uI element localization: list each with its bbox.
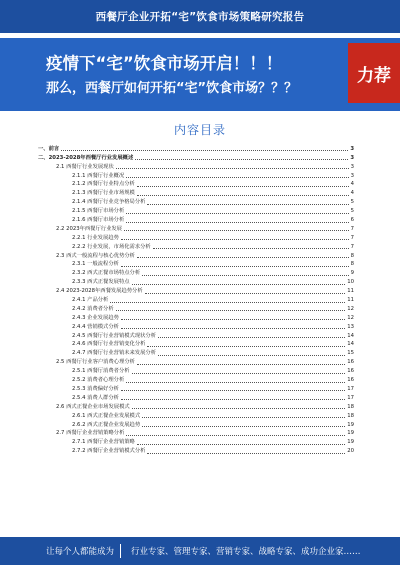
footer-bar <box>0 537 400 565</box>
toc-entry-text: 2.4.5 西餐厅行业营销模式现状分析 <box>72 332 157 339</box>
toc-entry[interactable] <box>38 295 354 304</box>
toc-entry-text: 2.5.3 消费偏好分析 <box>72 385 119 392</box>
toc-leader-dots <box>121 327 345 329</box>
banner-headline: 疫情下“宅”饮食市场开启！！！ <box>46 54 283 73</box>
headline-banner <box>0 38 400 111</box>
toc-entry-page: 14 <box>347 332 354 339</box>
toc-entry[interactable] <box>38 340 354 349</box>
toc-entry-page: 19 <box>347 430 354 437</box>
toc-entry[interactable] <box>38 162 354 171</box>
toc-entry[interactable] <box>38 313 354 322</box>
toc-leader-dots <box>121 318 345 320</box>
toc-entry-page: 8 <box>350 261 354 268</box>
toc-leader-dots <box>126 212 348 214</box>
toc-entry-text: 2.2.2 行业发展，市场化需求分析 <box>72 243 151 250</box>
toc-leader-dots <box>126 434 345 436</box>
toc-leader-dots <box>147 452 345 454</box>
toc-entry-page: 18 <box>347 403 354 410</box>
toc-entry-page: 18 <box>347 412 354 419</box>
toc-entry-text: 2.4 2023-2028年西餐发展趋势分析 <box>56 288 143 295</box>
toc-entry-text: 2.7.1 西餐厅企业营销策略 <box>72 439 135 446</box>
toc-entry-text: 2.5.1 西餐厅消费者分析 <box>72 368 130 375</box>
toc-entry-text: 2.6.2 西式正餐企业发展趋势 <box>72 421 141 428</box>
toc-entry[interactable] <box>38 188 354 197</box>
toc-entry[interactable] <box>38 402 354 411</box>
toc-entry-text: 2.1.2 西餐厅行业特点分析 <box>72 181 135 188</box>
toc-entry-text: 2.1.4 西餐厅行业竞争格局分析 <box>72 199 146 206</box>
toc-leader-dots <box>132 283 346 285</box>
toc-entry[interactable] <box>38 348 354 357</box>
toc-entry-page: 3 <box>350 145 354 152</box>
toc-leader-dots <box>121 389 345 391</box>
toc-leader-dots <box>61 149 348 151</box>
toc-leader-dots <box>137 256 349 258</box>
toc-entry-page: 14 <box>347 341 354 348</box>
toc-entry-text: 2.3.2 西式正餐市场特点分析 <box>72 270 141 277</box>
toc-entry[interactable] <box>38 233 354 242</box>
toc-entry-text: 2.1.3 西餐厅行业市场规模 <box>72 190 135 197</box>
toc-entry-page: 10 <box>347 279 354 286</box>
toc-entry[interactable] <box>38 366 354 375</box>
toc-entry-text: 2.1.6 西餐厅市场分析 <box>72 217 125 224</box>
toc-entry[interactable] <box>38 268 354 277</box>
toc-leader-dots <box>124 229 349 231</box>
toc-entry-page: 4 <box>350 181 354 188</box>
toc-entry-page: 19 <box>347 421 354 428</box>
toc-entry-page: 7 <box>350 243 354 250</box>
toc-entry-page: 13 <box>347 323 354 330</box>
toc-entry-page: 16 <box>347 359 354 366</box>
toc-entry[interactable] <box>38 215 354 224</box>
toc-entry-page: 8 <box>350 252 354 259</box>
toc-leader-dots <box>132 372 346 374</box>
report-header-title: 西餐厅企业开拓“宅”饮食市场策略研究报告 <box>95 11 305 23</box>
toc-entry-text: 2.5 西餐厅行业客户消费心理分析 <box>56 359 135 366</box>
toc-entry[interactable] <box>38 331 354 340</box>
toc-leader-dots <box>137 363 345 365</box>
toc-entry-text: 2.3 西式一般流程与核心优势分析 <box>56 252 135 259</box>
toc-leader-dots <box>116 309 346 311</box>
brand-badge: 力荐 <box>348 43 400 103</box>
toc-leader-dots <box>132 407 346 409</box>
toc-entry-page: 16 <box>347 368 354 375</box>
toc-entry[interactable] <box>38 144 354 153</box>
toc-entry[interactable] <box>38 411 354 420</box>
toc-entry-page: 3 <box>350 154 354 161</box>
toc-entry-text: 2.4.3 企业发展趋势 <box>72 314 119 321</box>
toc-leader-dots <box>142 425 345 427</box>
toc-entry-page: 3 <box>350 163 354 170</box>
toc-leader-dots <box>126 176 348 178</box>
toc-entry-page: 15 <box>347 350 354 357</box>
toc-entry[interactable] <box>38 286 354 295</box>
toc-entry[interactable] <box>38 180 354 189</box>
toc-leader-dots <box>147 203 348 205</box>
toc-entry-page: 16 <box>347 377 354 384</box>
toc-entry-page: 9 <box>350 270 354 277</box>
toc-entry[interactable] <box>38 277 354 286</box>
toc-leader-dots <box>126 381 345 383</box>
toc-leader-dots <box>121 398 345 400</box>
toc-entry[interactable] <box>38 384 354 393</box>
toc-entry[interactable] <box>38 322 354 331</box>
toc-entry-page: 4 <box>350 190 354 197</box>
toc-entry[interactable] <box>38 357 354 366</box>
toc-entry[interactable] <box>38 153 354 162</box>
toc-entry-text: 2.4.6 西餐厅行业营销变化分析 <box>72 341 146 348</box>
toc-entry-text: 2.2.1 行业发展趋势 <box>72 234 119 241</box>
toc-entry-text: 2.6.1 西式正餐企业发展模式 <box>72 412 141 419</box>
toc-entry-text: 二、2023-2028年西餐厅行业发展概述 <box>38 154 134 161</box>
toc-entry-text: 2.7.2 西餐厅企业营销模式分析 <box>72 448 146 455</box>
toc-leader-dots <box>158 354 345 356</box>
toc-entry[interactable] <box>38 242 354 251</box>
toc-leader-dots <box>121 265 349 267</box>
toc-entry[interactable] <box>38 206 354 215</box>
toc-leader-dots <box>153 247 349 249</box>
toc-entry[interactable] <box>38 260 354 269</box>
toc-entry-text: 2.4.2 消费者分析 <box>72 305 114 312</box>
toc-entry-text: 2.3.3 西式正餐发展特点 <box>72 279 130 286</box>
toc-entry-page: 7 <box>350 225 354 232</box>
toc-entry-text: 2.1.1 西餐厅行业概况 <box>72 172 125 179</box>
footer-slogan-right: 行业专家、管理专家、营销专家、战略专家、成功企业家…… <box>131 547 361 557</box>
toc-entry-text: 2.1 西餐厅行业发展现状 <box>56 163 114 170</box>
toc-entry-page: 3 <box>350 172 354 179</box>
footer-slogan-left: 让每个人都能成为 <box>46 547 115 557</box>
toc-leader-dots <box>135 158 348 160</box>
toc-title: 内容目录 <box>173 123 226 137</box>
toc-entry-text: 2.3.1 一般流程分析 <box>72 261 119 268</box>
toc-entry-text: 2.2 2023年西餐厅行业发展 <box>56 225 122 232</box>
toc-leader-dots <box>137 194 349 196</box>
toc-leader-dots <box>137 443 345 445</box>
toc-entry[interactable] <box>38 197 354 206</box>
toc-entry-text: 2.5.2 消费者心理分析 <box>72 377 125 384</box>
toc-entry[interactable] <box>38 375 354 384</box>
toc-entry[interactable] <box>38 429 354 438</box>
toc-entry-text: 2.5.4 消费人群分析 <box>72 394 119 401</box>
toc-entry[interactable] <box>38 437 354 446</box>
banner-subline: 那么，西餐厅如何开拓“宅”饮食市场？？？ <box>46 81 298 96</box>
toc-entry-page: 7 <box>350 234 354 241</box>
footer-divider <box>120 544 121 558</box>
toc-entry-page: 17 <box>347 385 354 392</box>
toc-entry-text: 2.4.4 营销模式分析 <box>72 323 119 330</box>
toc-entry[interactable] <box>38 393 354 402</box>
toc-entry-page: 12 <box>347 314 354 321</box>
toc-entry[interactable] <box>38 171 354 180</box>
toc-leader-dots <box>142 416 345 418</box>
toc-leader-dots <box>137 185 349 187</box>
toc-leader-dots <box>126 221 348 223</box>
toc-entry-page: 12 <box>347 305 354 312</box>
toc-entry-page: 5 <box>350 208 354 215</box>
toc-leader-dots <box>145 292 346 294</box>
toc-entry-page: 6 <box>350 217 354 224</box>
toc-leader-dots <box>158 336 345 338</box>
toc-entry-text: 2.6 西式正餐企业市场发展模式 <box>56 403 130 410</box>
toc-entry-text: 2.7 西餐厅企业营销策略分析 <box>56 430 125 437</box>
toc-entry[interactable] <box>38 304 354 313</box>
table-of-contents <box>38 144 354 455</box>
toc-entry[interactable] <box>38 420 354 429</box>
toc-entry-page: 11 <box>347 288 354 295</box>
toc-entry-page: 19 <box>347 439 354 446</box>
toc-leader-dots <box>121 238 349 240</box>
toc-entry-page: 17 <box>347 394 354 401</box>
toc-entry[interactable] <box>38 224 354 233</box>
toc-entry[interactable] <box>38 251 354 260</box>
toc-entry[interactable] <box>38 446 354 455</box>
toc-leader-dots <box>116 167 349 169</box>
toc-entry-page: 11 <box>347 297 354 304</box>
toc-entry-text: 一、前言 <box>38 145 60 152</box>
toc-leader-dots <box>110 301 345 303</box>
toc-entry-text: 2.4.1 产品分析 <box>72 297 109 304</box>
toc-leader-dots <box>142 274 348 276</box>
toc-entry-page: 5 <box>350 199 354 206</box>
toc-entry-text: 2.1.5 西餐厅市场分析 <box>72 208 125 215</box>
toc-entry-page: 20 <box>347 448 354 455</box>
toc-entry-text: 2.4.7 西餐厅行业营销未来发展分析 <box>72 350 157 357</box>
report-header-bar <box>0 0 400 33</box>
toc-leader-dots <box>147 345 345 347</box>
